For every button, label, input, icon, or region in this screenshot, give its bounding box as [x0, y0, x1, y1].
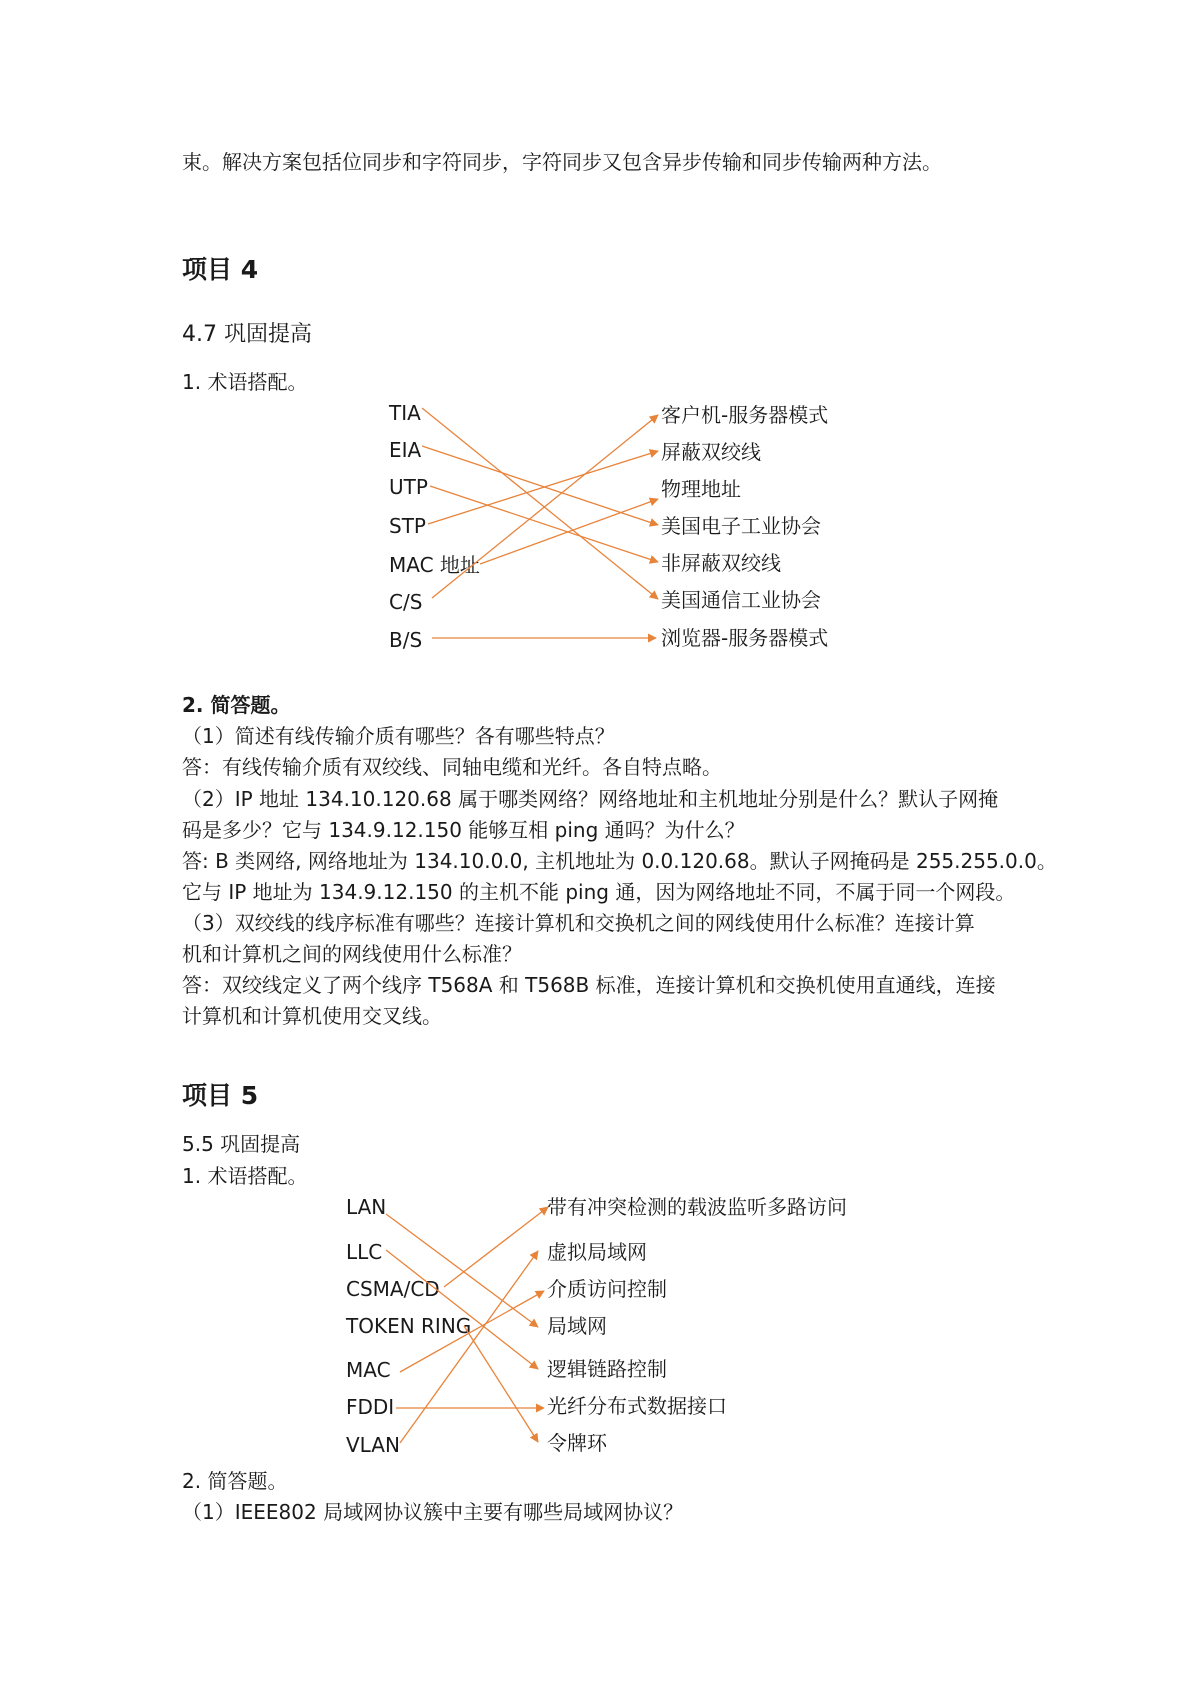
p5-right-term: 介质访问控制	[547, 1277, 667, 1301]
intro-paragraph-line: 束。解决方案包括位同步和字符同步，字符同步又包含异步传输和同步传输两种方法。	[182, 150, 942, 174]
p4-left-term: EIA	[389, 438, 422, 462]
p4-right-term: 美国电子工业协会	[661, 514, 821, 538]
p5-arrow-mac	[400, 1291, 544, 1372]
p4-arrow-mac	[480, 499, 658, 564]
p5-left-term: MAC	[346, 1358, 391, 1382]
p4-text-line: 答：有线传输介质有双绞线、同轴电缆和光纤。各自特点略。	[182, 755, 722, 779]
p4-right-term: 物理地址	[661, 477, 741, 501]
project-4-subtitle: 4.7 巩固提高	[182, 322, 312, 347]
p4-text-line: 它与 IP 地址为 134.9.12.150 的主机不能 ping 通，因为网络地址不同，不属于同一个网段。	[182, 880, 1016, 904]
project-5-subtitle: 5.5 巩固提高	[182, 1132, 301, 1156]
p5-right-term: 虚拟局域网	[547, 1240, 647, 1264]
p5-arrow-vlan	[400, 1251, 538, 1443]
p5-text-line: （1）IEEE802 局域网协议簇中主要有哪些局域网协议？	[182, 1500, 684, 1524]
p5-left-term: VLAN	[346, 1433, 400, 1457]
p4-right-term: 美国通信工业协会	[661, 588, 821, 612]
p5-left-term: TOKEN RING	[346, 1314, 472, 1338]
p4-text-line: 机和计算机之间的网线使用什么标准？	[182, 942, 522, 966]
p5-arrow-csma	[444, 1207, 548, 1287]
project-4-q1-label: 1. 术语搭配。	[182, 370, 308, 394]
p4-left-term: B/S	[389, 628, 423, 652]
p4-right-term: 浏览器-服务器模式	[661, 626, 829, 650]
p5-right-term: 带有冲突检测的载波监听多路访问	[547, 1195, 847, 1219]
p4-text-line: （3）双绞线的线序标准有哪些？连接计算机和交换机之间的网线使用什么标准？连接计算	[182, 911, 975, 935]
p5-right-term: 逻辑链路控制	[547, 1357, 667, 1381]
p4-text-line: （1）简述有线传输介质有哪些？各有哪些特点？	[182, 724, 615, 748]
p4-left-term: C/S	[389, 590, 423, 614]
p4-arrow-eia	[422, 446, 658, 525]
p4-right-term: 屏蔽双绞线	[661, 440, 761, 464]
p4-left-term: UTP	[389, 475, 428, 499]
project-4-heading: 项目 4	[182, 255, 259, 284]
p4-text-line: （2）IP 地址 134.10.120.68 属于哪类网络？网络地址和主机地址分别是什么？默认子网掩	[182, 787, 999, 811]
project-5-heading: 项目 5	[182, 1081, 259, 1110]
p4-left-term: STP	[389, 514, 426, 538]
project-5-q1-label: 1. 术语搭配。	[182, 1164, 308, 1188]
p5-left-term: FDDI	[346, 1395, 395, 1419]
p5-right-term: 局域网	[547, 1314, 607, 1338]
p5-right-term: 光纤分布式数据接口	[547, 1394, 727, 1418]
p4-left-term: MAC 地址	[389, 553, 480, 577]
p4-arrow-tia	[422, 408, 658, 599]
p4-arrow-cs	[432, 415, 658, 598]
p4-arrow-utp	[430, 486, 658, 562]
p5-arrow-token	[464, 1326, 538, 1442]
project-5-q2-label: 2. 简答题。	[182, 1469, 288, 1493]
p4-text-line: 码是多少？它与 134.9.12.150 能够互相 ping 通吗？为什么？	[182, 818, 745, 842]
p4-right-term: 客户机-服务器模式	[661, 403, 829, 427]
p4-left-term: TIA	[389, 401, 421, 425]
p5-left-term: LLC	[346, 1240, 383, 1264]
p4-right-term: 非屏蔽双绞线	[661, 551, 781, 575]
p5-left-term: CSMA/CD	[346, 1277, 440, 1301]
p5-left-term: LAN	[346, 1195, 387, 1219]
p4-text-line: 答: B 类网络, 网络地址为 134.10.0.0, 主机地址为 0.0.120.68。默认子网掩码是 255.255.0.0。	[182, 849, 1057, 873]
p4-text-line: 计算机和计算机使用交叉线。	[182, 1004, 442, 1028]
project-4-q2-label: 2. 简答题。	[182, 693, 291, 717]
p5-right-term: 令牌环	[547, 1431, 607, 1455]
p4-text-line: 答：双绞线定义了两个线序 T568A 和 T568B 标准，连接计算机和交换机使用直通线，连接	[182, 973, 996, 997]
